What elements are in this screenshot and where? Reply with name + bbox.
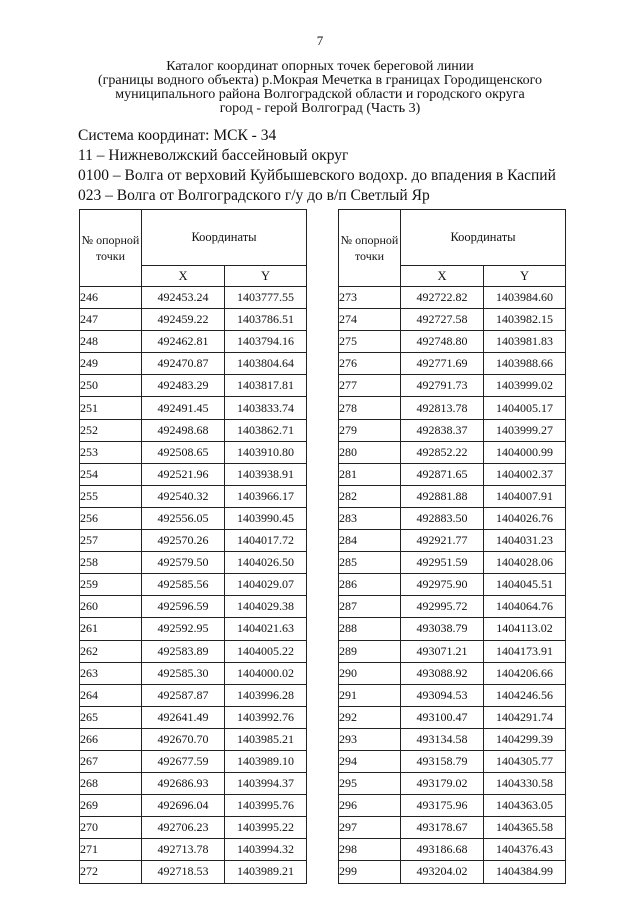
table-row [80, 375, 307, 397]
table-row [339, 419, 566, 441]
y-coordinate-cell: 1403777.55 [225, 287, 307, 309]
table-row [80, 728, 307, 750]
water-section-line: 023 – Волга от Волгоградского г/у до в/п Светлый Яр [78, 187, 430, 204]
y-coordinate-cell: 1403862.71 [225, 419, 307, 441]
river-basin-line: 0100 – Волга от верховий Куйбышевского водохр. до впадения в Каспий [78, 167, 556, 184]
table-row [339, 441, 566, 463]
x-coordinate-cell: 492975.90 [401, 574, 484, 596]
x-column-header: X [142, 266, 225, 287]
y-coordinate-cell: 1404305.77 [484, 750, 566, 772]
x-coordinate-cell: 492483.29 [142, 375, 225, 397]
point-number-cell: 287 [339, 596, 401, 618]
table-row [339, 574, 566, 596]
y-coordinate-cell: 1404029.38 [225, 596, 307, 618]
point-number-cell: 248 [80, 331, 142, 353]
y-coordinate-cell: 1404026.50 [225, 552, 307, 574]
coordinates-header: Координаты [401, 210, 566, 266]
table-row [339, 596, 566, 618]
y-coordinate-cell: 1404007.91 [484, 485, 566, 507]
table-row [339, 773, 566, 795]
coordinate-system-line: Система координат: МСК - 34 [78, 127, 277, 144]
y-coordinate-cell: 1404026.76 [484, 507, 566, 529]
y-coordinate-cell: 1404113.02 [484, 618, 566, 640]
x-coordinate-cell: 493204.02 [401, 861, 484, 883]
table-row [80, 530, 307, 552]
x-coordinate-cell: 492583.89 [142, 640, 225, 662]
y-coordinate-cell: 1403985.21 [225, 728, 307, 750]
table-row [339, 507, 566, 529]
table-row [339, 795, 566, 817]
table-row [80, 817, 307, 839]
point-number-cell: 280 [339, 441, 401, 463]
table-row [80, 353, 307, 375]
y-coordinate-cell: 1404017.72 [225, 530, 307, 552]
x-coordinate-cell: 493100.47 [401, 706, 484, 728]
y-coordinate-cell: 1404299.39 [484, 728, 566, 750]
document-title [60, 60, 580, 116]
point-number-cell: 289 [339, 640, 401, 662]
table-row [80, 463, 307, 485]
y-coordinate-cell: 1404029.07 [225, 574, 307, 596]
x-coordinate-cell: 492951.59 [401, 552, 484, 574]
table-row [339, 618, 566, 640]
x-coordinate-cell: 492791.73 [401, 375, 484, 397]
point-number-cell: 264 [80, 684, 142, 706]
point-number-cell: 247 [80, 309, 142, 331]
point-number-cell: 288 [339, 618, 401, 640]
x-column-header: X [401, 266, 484, 287]
point-number-cell: 294 [339, 750, 401, 772]
table-row [339, 839, 566, 861]
x-coordinate-cell: 492771.69 [401, 353, 484, 375]
point-number-cell: 258 [80, 552, 142, 574]
y-coordinate-cell: 1403992.76 [225, 706, 307, 728]
table-row [80, 706, 307, 728]
point-number-cell: 275 [339, 331, 401, 353]
x-coordinate-cell: 492881.88 [401, 485, 484, 507]
x-coordinate-cell: 492713.78 [142, 839, 225, 861]
point-number-cell: 254 [80, 463, 142, 485]
x-coordinate-cell: 492838.37 [401, 419, 484, 441]
point-number-cell: 260 [80, 596, 142, 618]
y-coordinate-cell: 1404363.05 [484, 795, 566, 817]
table-row [339, 375, 566, 397]
point-number-cell: 283 [339, 507, 401, 529]
x-coordinate-cell: 492596.59 [142, 596, 225, 618]
y-coordinate-cell: 1403995.76 [225, 795, 307, 817]
table-row [339, 309, 566, 331]
y-column-header: Y [225, 266, 307, 287]
table-row [80, 287, 307, 309]
table-body-right [339, 287, 566, 884]
table-row [80, 419, 307, 441]
y-coordinate-cell: 1404045.51 [484, 574, 566, 596]
table-row [339, 397, 566, 419]
table-row [339, 750, 566, 772]
x-coordinate-cell: 492706.23 [142, 817, 225, 839]
y-coordinate-cell: 1403817.81 [225, 375, 307, 397]
point-number-header: № опорной точки [339, 210, 401, 287]
x-coordinate-cell: 492748.80 [401, 331, 484, 353]
point-number-cell: 284 [339, 530, 401, 552]
point-number-cell: 256 [80, 507, 142, 529]
point-number-cell: 259 [80, 574, 142, 596]
point-number-cell: 295 [339, 773, 401, 795]
y-coordinate-cell: 1403994.32 [225, 839, 307, 861]
point-number-cell: 272 [80, 861, 142, 883]
x-coordinate-cell: 492540.32 [142, 485, 225, 507]
title-line: Каталог координат опорных точек береговой линии [166, 59, 474, 74]
point-number-cell: 273 [339, 287, 401, 309]
table-row [80, 596, 307, 618]
y-coordinate-cell: 1403794.16 [225, 331, 307, 353]
y-coordinate-cell: 1403999.27 [484, 419, 566, 441]
point-number-cell: 270 [80, 817, 142, 839]
coordinate-system-info [78, 126, 556, 206]
point-number-cell: 252 [80, 419, 142, 441]
y-coordinate-cell: 1403786.51 [225, 309, 307, 331]
x-coordinate-cell: 493071.21 [401, 640, 484, 662]
x-coordinate-cell: 492470.87 [142, 353, 225, 375]
y-coordinate-cell: 1403910.80 [225, 441, 307, 463]
point-number-cell: 299 [339, 861, 401, 883]
table-row [339, 353, 566, 375]
y-coordinate-cell: 1403996.28 [225, 684, 307, 706]
x-coordinate-cell: 492995.72 [401, 596, 484, 618]
title-line: (границы водного объекта) р.Мокрая Мечетка в границах Городищенского [97, 73, 542, 88]
y-coordinate-cell: 1404005.17 [484, 397, 566, 419]
x-coordinate-cell: 492677.59 [142, 750, 225, 772]
y-coordinate-cell: 1404005.22 [225, 640, 307, 662]
y-coordinate-cell: 1403989.21 [225, 861, 307, 883]
y-coordinate-cell: 1404384.99 [484, 861, 566, 883]
table-row [80, 684, 307, 706]
x-coordinate-cell: 492579.50 [142, 552, 225, 574]
table-row [80, 507, 307, 529]
y-coordinate-cell: 1404206.66 [484, 662, 566, 684]
x-coordinate-cell: 492459.22 [142, 309, 225, 331]
x-coordinate-cell: 493134.58 [401, 728, 484, 750]
table-row [339, 640, 566, 662]
point-number-cell: 276 [339, 353, 401, 375]
point-number-cell: 266 [80, 728, 142, 750]
x-coordinate-cell: 493186.68 [401, 839, 484, 861]
table-row [339, 287, 566, 309]
table-row [80, 773, 307, 795]
table-row [80, 861, 307, 883]
table-row [339, 530, 566, 552]
table-body-left [80, 287, 307, 884]
x-coordinate-cell: 493178.67 [401, 817, 484, 839]
coordinates-table-left [79, 209, 307, 884]
point-number-cell: 263 [80, 662, 142, 684]
title-line: муниципального района Волгоградской области и городского округа [115, 87, 525, 102]
y-coordinate-cell: 1403966.17 [225, 485, 307, 507]
point-number-cell: 293 [339, 728, 401, 750]
y-coordinate-cell: 1403989.10 [225, 750, 307, 772]
page-number: 7 [316, 33, 324, 48]
x-coordinate-cell: 492921.77 [401, 530, 484, 552]
point-number-cell: 246 [80, 287, 142, 309]
x-coordinate-cell: 492718.53 [142, 861, 225, 883]
x-coordinate-cell: 492585.30 [142, 662, 225, 684]
x-coordinate-cell: 492813.78 [401, 397, 484, 419]
y-coordinate-cell: 1403988.66 [484, 353, 566, 375]
y-coordinate-cell: 1403999.02 [484, 375, 566, 397]
y-coordinate-cell: 1403938.91 [225, 463, 307, 485]
x-coordinate-cell: 493038.79 [401, 618, 484, 640]
table-row [80, 331, 307, 353]
table-row [339, 331, 566, 353]
x-coordinate-cell: 492686.93 [142, 773, 225, 795]
y-coordinate-cell: 1403804.64 [225, 353, 307, 375]
table-row [80, 795, 307, 817]
table-row [339, 706, 566, 728]
x-coordinate-cell: 492556.05 [142, 507, 225, 529]
table-row [80, 574, 307, 596]
y-coordinate-cell: 1403981.83 [484, 331, 566, 353]
x-coordinate-cell: 493179.02 [401, 773, 484, 795]
table-row [80, 662, 307, 684]
x-coordinate-cell: 492570.26 [142, 530, 225, 552]
y-coordinate-cell: 1403990.45 [225, 507, 307, 529]
point-number-cell: 250 [80, 375, 142, 397]
point-number-cell: 285 [339, 552, 401, 574]
point-number-cell: 278 [339, 397, 401, 419]
point-number-cell: 279 [339, 419, 401, 441]
point-number-cell: 271 [80, 839, 142, 861]
table-row [339, 662, 566, 684]
table-row [339, 485, 566, 507]
y-coordinate-cell: 1404002.37 [484, 463, 566, 485]
y-coordinate-cell: 1404000.99 [484, 441, 566, 463]
table-row [339, 684, 566, 706]
point-number-cell: 282 [339, 485, 401, 507]
table-row [80, 750, 307, 772]
y-coordinate-cell: 1404000.02 [225, 662, 307, 684]
point-number-cell: 292 [339, 706, 401, 728]
x-coordinate-cell: 492696.04 [142, 795, 225, 817]
x-coordinate-cell: 492587.87 [142, 684, 225, 706]
x-coordinate-cell: 492852.22 [401, 441, 484, 463]
x-coordinate-cell: 492670.70 [142, 728, 225, 750]
x-coordinate-cell: 492462.81 [142, 331, 225, 353]
y-coordinate-cell: 1403984.60 [484, 287, 566, 309]
y-coordinate-cell: 1404376.43 [484, 839, 566, 861]
table-row [339, 728, 566, 750]
y-coordinate-cell: 1403994.37 [225, 773, 307, 795]
coordinates-table-right [338, 209, 566, 884]
table-row [80, 397, 307, 419]
point-number-cell: 262 [80, 640, 142, 662]
x-coordinate-cell: 492727.58 [401, 309, 484, 331]
x-coordinate-cell: 492592.95 [142, 618, 225, 640]
point-number-cell: 251 [80, 397, 142, 419]
x-coordinate-cell: 492722.82 [401, 287, 484, 309]
table-row [339, 817, 566, 839]
y-coordinate-cell: 1404173.91 [484, 640, 566, 662]
point-number-cell: 253 [80, 441, 142, 463]
point-number-cell: 286 [339, 574, 401, 596]
y-coordinate-cell: 1404291.74 [484, 706, 566, 728]
x-coordinate-cell: 493158.79 [401, 750, 484, 772]
point-number-cell: 249 [80, 353, 142, 375]
y-coordinate-cell: 1404021.63 [225, 618, 307, 640]
table-row [80, 441, 307, 463]
point-number-header: № опорной точки [80, 210, 142, 287]
x-coordinate-cell: 492453.24 [142, 287, 225, 309]
table-row [80, 640, 307, 662]
table-row [80, 552, 307, 574]
point-number-cell: 257 [80, 530, 142, 552]
y-coordinate-cell: 1403995.22 [225, 817, 307, 839]
y-coordinate-cell: 1404246.56 [484, 684, 566, 706]
point-number-cell: 281 [339, 463, 401, 485]
point-number-cell: 255 [80, 485, 142, 507]
table-row [339, 463, 566, 485]
x-coordinate-cell: 493175.96 [401, 795, 484, 817]
y-coordinate-cell: 1404031.23 [484, 530, 566, 552]
basin-district-line: 11 – Нижневолжский бассейновый округ [78, 147, 349, 164]
x-coordinate-cell: 492641.49 [142, 706, 225, 728]
point-number-cell: 261 [80, 618, 142, 640]
y-coordinate-cell: 1404330.58 [484, 773, 566, 795]
point-number-cell: 298 [339, 839, 401, 861]
point-number-cell: 296 [339, 795, 401, 817]
table-row [80, 839, 307, 861]
y-coordinate-cell: 1403833.74 [225, 397, 307, 419]
y-coordinate-cell: 1404365.58 [484, 817, 566, 839]
y-coordinate-cell: 1403982.15 [484, 309, 566, 331]
y-column-header: Y [484, 266, 566, 287]
point-number-cell: 291 [339, 684, 401, 706]
x-coordinate-cell: 492871.65 [401, 463, 484, 485]
x-coordinate-cell: 493088.92 [401, 662, 484, 684]
table-row [80, 309, 307, 331]
x-coordinate-cell: 492491.45 [142, 397, 225, 419]
point-number-cell: 265 [80, 706, 142, 728]
table-row [339, 552, 566, 574]
point-number-cell: 268 [80, 773, 142, 795]
point-number-cell: 269 [80, 795, 142, 817]
x-coordinate-cell: 493094.53 [401, 684, 484, 706]
table-row [339, 861, 566, 883]
table-row [80, 485, 307, 507]
coordinates-header: Координаты [142, 210, 307, 266]
x-coordinate-cell: 492521.96 [142, 463, 225, 485]
point-number-cell: 277 [339, 375, 401, 397]
point-number-cell: 290 [339, 662, 401, 684]
x-coordinate-cell: 492498.68 [142, 419, 225, 441]
point-number-cell: 267 [80, 750, 142, 772]
x-coordinate-cell: 492508.65 [142, 441, 225, 463]
x-coordinate-cell: 492585.56 [142, 574, 225, 596]
title-line: город - герой Волгоград (Часть 3) [219, 101, 421, 116]
table-row [80, 618, 307, 640]
point-number-cell: 297 [339, 817, 401, 839]
x-coordinate-cell: 492883.50 [401, 507, 484, 529]
point-number-cell: 274 [339, 309, 401, 331]
y-coordinate-cell: 1404064.76 [484, 596, 566, 618]
y-coordinate-cell: 1404028.06 [484, 552, 566, 574]
